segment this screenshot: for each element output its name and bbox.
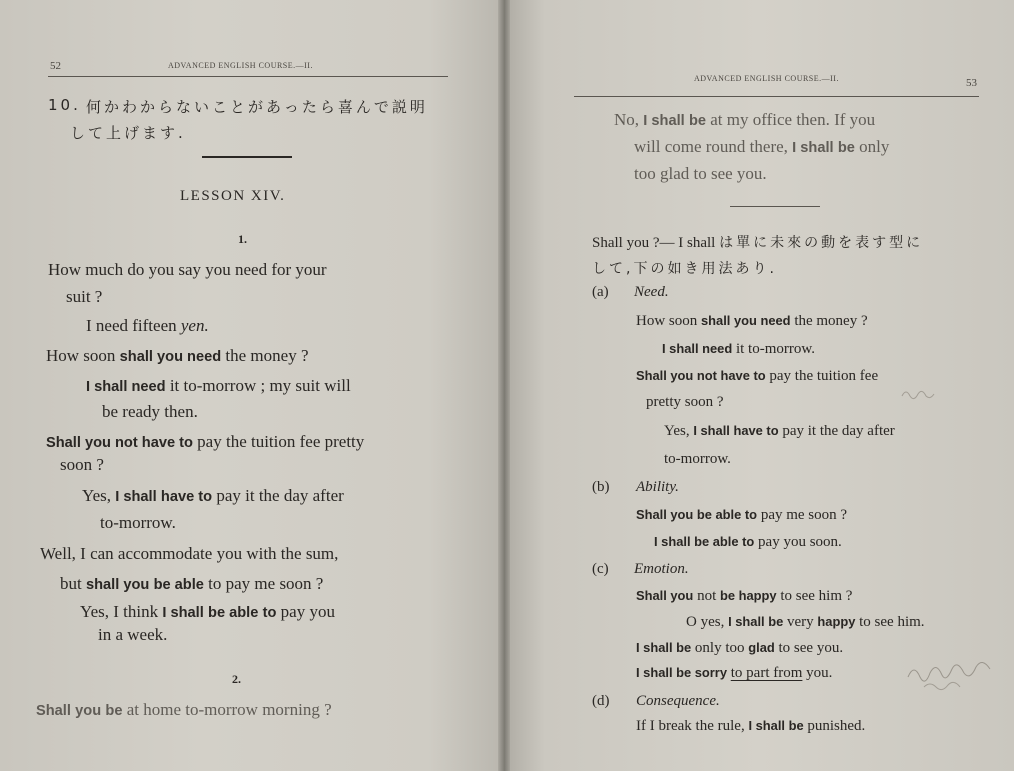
usage-title: Consequence. xyxy=(636,693,720,709)
example-line: Shall you not have to pay the tuition fee xyxy=(636,368,879,384)
dialogue-line: in a week. xyxy=(98,625,168,644)
dialogue-line: but shall you be able to pay me soon ? xyxy=(60,574,324,593)
dialogue-line: Yes, I shall have to pay it the day after xyxy=(82,486,344,505)
example-line: pretty soon ? xyxy=(646,394,724,410)
right-page xyxy=(504,0,1014,771)
example-line: Shall you be able to pay me soon ? xyxy=(636,507,848,523)
book-gutter xyxy=(498,0,510,771)
intro-line-1: Shall you ?— I shall は單に未來の動を表す型に xyxy=(592,235,924,251)
text-line: will come round there, I shall be only xyxy=(634,137,890,156)
header-rule xyxy=(574,96,979,97)
lesson-title: LESSON XIV. xyxy=(180,188,286,204)
usage-label: (c) xyxy=(592,561,609,577)
section-divider xyxy=(730,206,820,207)
dialogue-line: Shall you be at home to-morrow morning ? xyxy=(36,700,332,719)
dialogue-line: be ready then. xyxy=(102,402,198,421)
item-10-line-1: 何かわからないことがあったら喜んで説明 xyxy=(86,98,428,116)
dialogue-line: suit ? xyxy=(66,287,103,306)
text-line: too glad to see you. xyxy=(634,164,767,183)
usage-title: Ability. xyxy=(636,479,679,495)
example-line: I shall be only too glad to see you. xyxy=(636,640,844,656)
example-line: O yes, I shall be very happy to see him. xyxy=(686,614,925,630)
dialogue-line: to-morrow. xyxy=(100,513,176,532)
dialogue-line: Yes, I think I shall be able to pay you xyxy=(80,602,335,621)
page-number: 53 xyxy=(966,77,977,89)
example-line: Shall you not be happy to see him ? xyxy=(636,588,853,604)
running-header: ADVANCED ENGLISH COURSE.—II. xyxy=(694,74,839,83)
example-line: I shall need it to-morrow. xyxy=(662,341,815,357)
usage-title: Need. xyxy=(634,284,669,300)
example-line: How soon shall you need the money ? xyxy=(636,313,868,329)
dialogue-line: soon ? xyxy=(60,455,104,474)
header-rule xyxy=(48,76,448,77)
page-number: 52 xyxy=(50,60,61,72)
pencil-annotation xyxy=(904,655,1014,695)
usage-label: (a) xyxy=(592,284,609,300)
example-line: I shall be able to pay you soon. xyxy=(654,534,842,550)
usage-title: Emotion. xyxy=(634,561,689,577)
example-line: to-morrow. xyxy=(664,451,731,467)
intro-line-2: して,下の如き用法あり. xyxy=(592,261,777,277)
dialogue-line: How soon shall you need the money ? xyxy=(46,346,309,365)
left-page xyxy=(0,0,504,771)
running-header: ADVANCED ENGLISH COURSE.—II. xyxy=(168,61,313,70)
section-number-2: 2. xyxy=(232,672,241,686)
section-divider xyxy=(202,156,292,158)
item-10-line-2: して上げます. xyxy=(70,124,186,142)
pencil-annotation xyxy=(900,386,940,402)
text-line: No, I shall be at my office then. If you xyxy=(614,110,876,129)
dialogue-line: Shall you not have to pay the tuition fee pretty xyxy=(46,432,365,451)
item-10-number: 10. xyxy=(48,96,81,114)
usage-label: (d) xyxy=(592,693,610,709)
section-number-1: 1. xyxy=(238,232,247,246)
dialogue-line: How much do you say you need for your xyxy=(48,260,327,279)
dialogue-line: I shall need it to-morrow ; my suit will xyxy=(86,376,351,395)
example-line: Yes, I shall have to pay it the day after xyxy=(664,423,895,439)
example-line: If I break the rule, I shall be punished. xyxy=(636,718,866,734)
example-line: I shall be sorry to part from you. xyxy=(636,665,833,681)
usage-label: (b) xyxy=(592,479,610,495)
dialogue-line: I need fifteen yen. xyxy=(86,316,209,335)
dialogue-line: Well, I can accommodate you with the sum, xyxy=(40,544,339,563)
